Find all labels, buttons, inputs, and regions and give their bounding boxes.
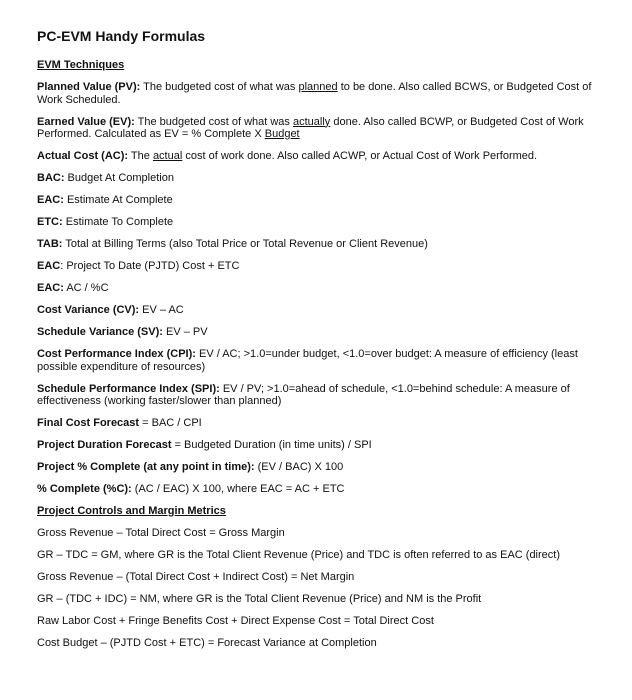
- formula-line: [37, 194, 593, 207]
- formula-line: [37, 461, 593, 474]
- formula-term: Cost Variance (CV):: [37, 304, 140, 316]
- formula-term: EAC:: [37, 194, 64, 206]
- formula-line: [37, 417, 593, 430]
- formula-line: [37, 326, 593, 339]
- formula-line: [37, 282, 593, 295]
- evm-techniques-heading: EVM Techniques: [37, 59, 125, 71]
- formula-line: [37, 238, 593, 251]
- margin-metrics-heading: Project Controls and Margin Metrics: [37, 505, 226, 517]
- formula-line: [37, 172, 593, 185]
- formula-term: Final Cost Forecast: [37, 417, 140, 429]
- formula-text: EV – AC: [139, 304, 184, 316]
- formula-term: Project Duration Forecast: [37, 439, 172, 451]
- definition-underlined-word: actually: [293, 115, 331, 128]
- formula-text: EV / AC; >1.0=under budget, <1.0=over budget: A measure of efficiency (least possible expenditure of resources): [37, 348, 578, 373]
- formula-text: Total at Billing Terms (also Total Price or Total Revenue or Client Revenue): [62, 238, 428, 250]
- page-title: PC-EVM Handy Formulas: [37, 28, 206, 44]
- definition-text: done. Also called BCWP, or Budgeted Cost of Work Performed. Calculated as EV = % Complete X: [37, 115, 584, 140]
- definition-text: The budgeted cost of what was: [140, 81, 299, 93]
- definition-term: Actual Cost (AC):: [37, 150, 129, 162]
- formula-term: Cost Performance Index (CPI):: [37, 348, 196, 360]
- formula-text: Estimate At Complete: [63, 194, 173, 206]
- formula-text: = Budgeted Duration (in time units) / SPI: [171, 439, 372, 451]
- margin-formula-line: Cost Budget – (PJTD Cost + ETC) = Forecast Variance at Completion: [37, 637, 377, 649]
- formula-text: EV – PV: [162, 326, 208, 338]
- formula-line: [37, 348, 593, 373]
- definition-term: Earned Value (EV):: [37, 115, 135, 128]
- formula-text: (AC / EAC) X 100, where EAC = AC + ETC: [131, 483, 345, 495]
- formula-line: [37, 483, 593, 496]
- formula-term: TAB:: [37, 238, 63, 250]
- definition-text: The: [128, 150, 153, 162]
- definition-underlined-word: actual: [152, 150, 183, 162]
- formula-term: Schedule Variance (SV):: [37, 326, 163, 338]
- formula-term: % Complete (%C):: [37, 483, 132, 495]
- formula-line: [37, 439, 593, 452]
- margin-formula-line: Gross Revenue – Total Direct Cost = Gross Margin: [37, 527, 285, 539]
- formula-term: ETC:: [37, 216, 63, 228]
- margin-formula-line: Gross Revenue – (Total Direct Cost + Indirect Cost) = Net Margin: [37, 571, 355, 583]
- formula-line: [37, 304, 593, 317]
- definition-text: to be done. Also called BCWS, or Budgeted Cost of Work Scheduled.: [37, 81, 592, 106]
- planned-value-definition: [37, 81, 593, 106]
- definition-text: The budgeted cost of what was: [134, 115, 293, 128]
- definition-underlined-word: Budget: [264, 128, 300, 140]
- formula-line: [37, 216, 593, 229]
- formula-term: BAC:: [37, 172, 65, 184]
- formula-text: Budget At Completion: [64, 172, 174, 184]
- actual-cost-definition: [37, 150, 593, 163]
- formula-line: [37, 383, 593, 408]
- definition-underlined-word: planned: [298, 81, 338, 93]
- formula-text: AC / %C: [63, 282, 109, 294]
- formula-text: (EV / BAC) X 100: [254, 461, 344, 473]
- earned-value-definition: [37, 116, 593, 141]
- formula-text: EV / PV; >1.0=ahead of schedule, <1.0=behind schedule: A measure of effectiveness (working faster/slower than planned): [37, 382, 570, 407]
- formula-term: Schedule Performance Index (SPI):: [37, 382, 220, 395]
- definition-term: Planned Value (PV):: [37, 81, 141, 93]
- formula-text: = BAC / CPI: [139, 417, 202, 429]
- margin-formula-line: Raw Labor Cost + Fringe Benefits Cost + Direct Expense Cost = Total Direct Cost: [37, 615, 434, 627]
- definition-text: cost of work done. Also called ACWP, or Actual Cost of Work Performed.: [182, 150, 538, 162]
- formula-line: [37, 260, 593, 273]
- formula-term: EAC: [37, 260, 61, 272]
- margin-formula-line: GR – (TDC + IDC) = NM, where GR is the Total Client Revenue (Price) and NM is the Profit: [37, 593, 482, 605]
- document-page: [37, 28, 593, 659]
- formula-term: Project % Complete (at any point in time):: [37, 461, 255, 473]
- formula-term: EAC:: [37, 282, 64, 294]
- formula-text: Estimate To Complete: [62, 216, 174, 228]
- margin-formula-line: GR – TDC = GM, where GR is the Total Client Revenue (Price) and TDC is often referred to as EAC (direct): [37, 549, 560, 561]
- formula-text: : Project To Date (PJTD) Cost + ETC: [60, 260, 240, 272]
